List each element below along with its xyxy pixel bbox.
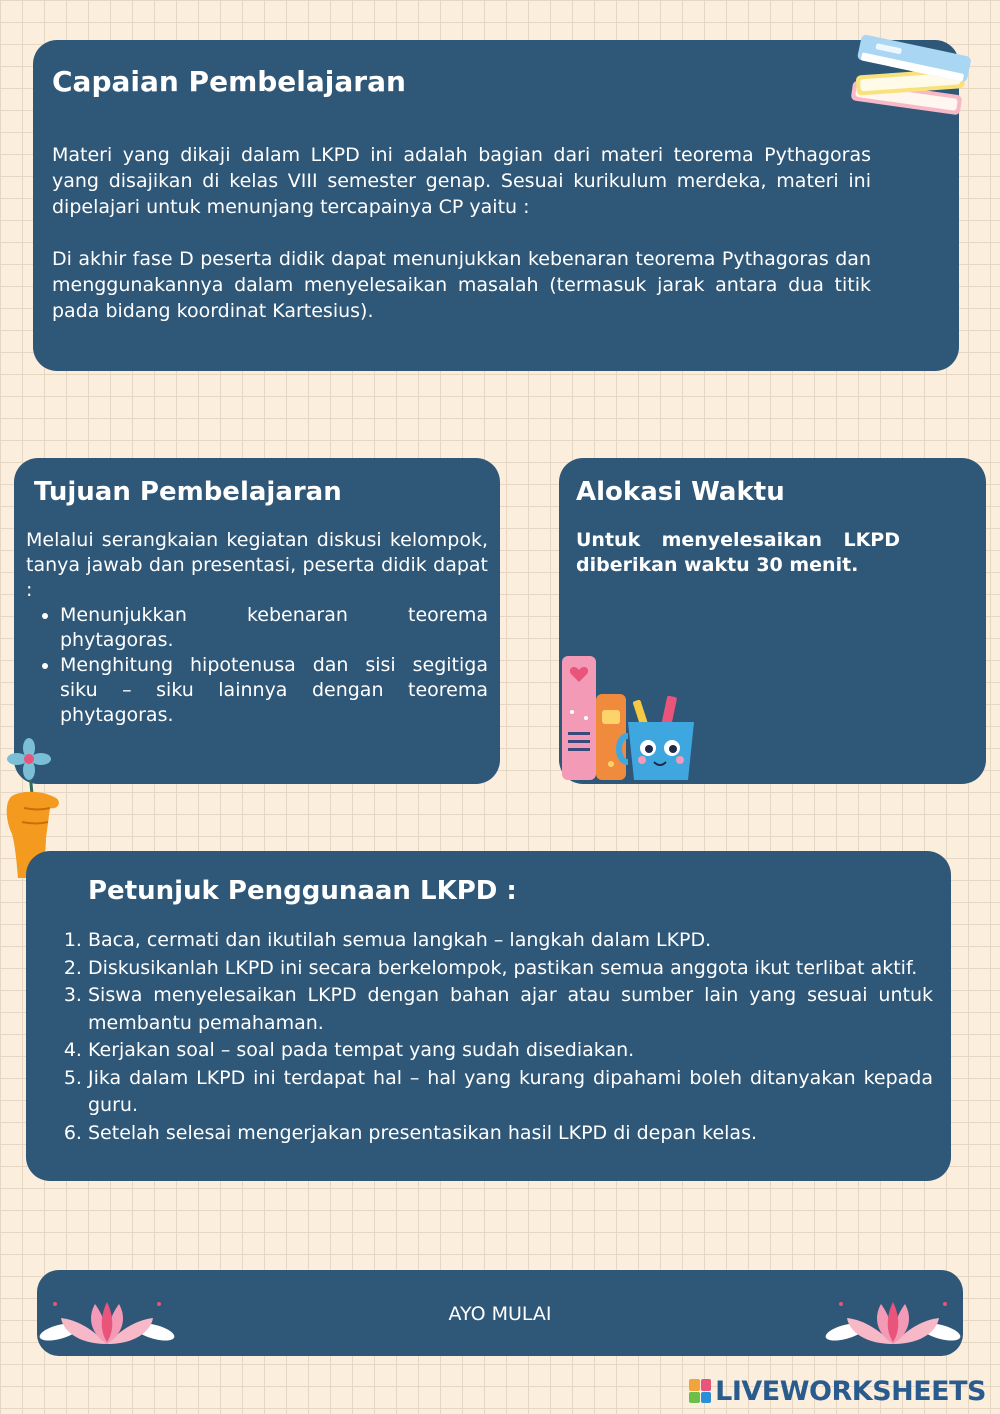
capaian-title: Capaian Pembelajaran [52,65,406,98]
alokasi-title: Alokasi Waktu [576,477,785,507]
footer-card [37,1270,963,1356]
footer-label[interactable]: AYO MULAI [448,1303,552,1325]
books-mug-icon [558,652,698,784]
liveworksheets-logo-icon [689,1379,711,1403]
lotus-icon [813,1294,973,1350]
petunjuk-item: 5. Jika dalam LKPD ini terdapat hal – hal yang kurang dipahami boleh ditanyakan kepada guru. [88,1065,933,1120]
petunjuk-card [26,851,951,1181]
tujuan-item: • Menunjukkan kebenaran teorema phytagoras. [60,603,488,653]
tujuan-body [26,528,488,728]
capaian-paragraph-2: Di akhir fase D peserta didik dapat menunjukkan kebenaran teorema Pythagoras dan menggunakannya dalam menyelesaikan masalah (termasuk jarak antara dua titik pada bidang koordinat Kartesius). [52,248,871,322]
petunjuk-item: 4. Kerjakan soal – soal pada tempat yang sudah disediakan. [88,1037,933,1065]
petunjuk-item: 2. Diskusikanlah LKPD ini secara berkelompok, pastikan semua anggota ikut terlibat aktif. [88,955,933,983]
liveworksheets-logo-text: LIVEWORKSHEETS [715,1375,986,1407]
tujuan-card [14,458,500,784]
petunjuk-title: Petunjuk Penggunaan LKPD : [88,876,517,906]
petunjuk-list [46,927,933,1147]
tujuan-item: • Menghitung hipotenusa dan sisi segitiga siku – siku lainnya dengan teorema phytagoras. [60,653,488,728]
capaian-paragraph-1: Materi yang dikaji dalam LKPD ini adalah bagian dari materi teorema Pythagoras yang disajikan di kelas VIII semester genap. Sesuai kurikulum merdeka, materi ini dipelajari untuk menunjang tercapainya CP yaitu : [52,144,871,218]
liveworksheets-logo[interactable] [689,1374,986,1408]
petunjuk-item: 6. Setelah selesai mengerjakan presentasikan hasil LKPD di depan kelas. [88,1120,933,1148]
capaian-body [52,142,871,324]
tujuan-list [26,603,488,728]
capaian-card [33,40,959,371]
tujuan-title: Tujuan Pembelajaran [34,477,342,507]
alokasi-text: Untuk menyelesaikan LKPD diberikan waktu 30 menit. [576,529,900,576]
petunjuk-item: 1. Baca, cermati dan ikutilah semua langkah – langkah dalam LKPD. [88,927,933,955]
petunjuk-item: 3. Siswa menyelesaikan LKPD dengan bahan ajar atau sumber lain yang sesuai untuk membantu pemahaman. [88,982,933,1037]
books-stack-icon [838,24,978,128]
tujuan-intro: Melalui serangkaian kegiatan diskusi kelompok, tanya jawab dan presentasi, peserta didik dapat : [26,529,488,601]
